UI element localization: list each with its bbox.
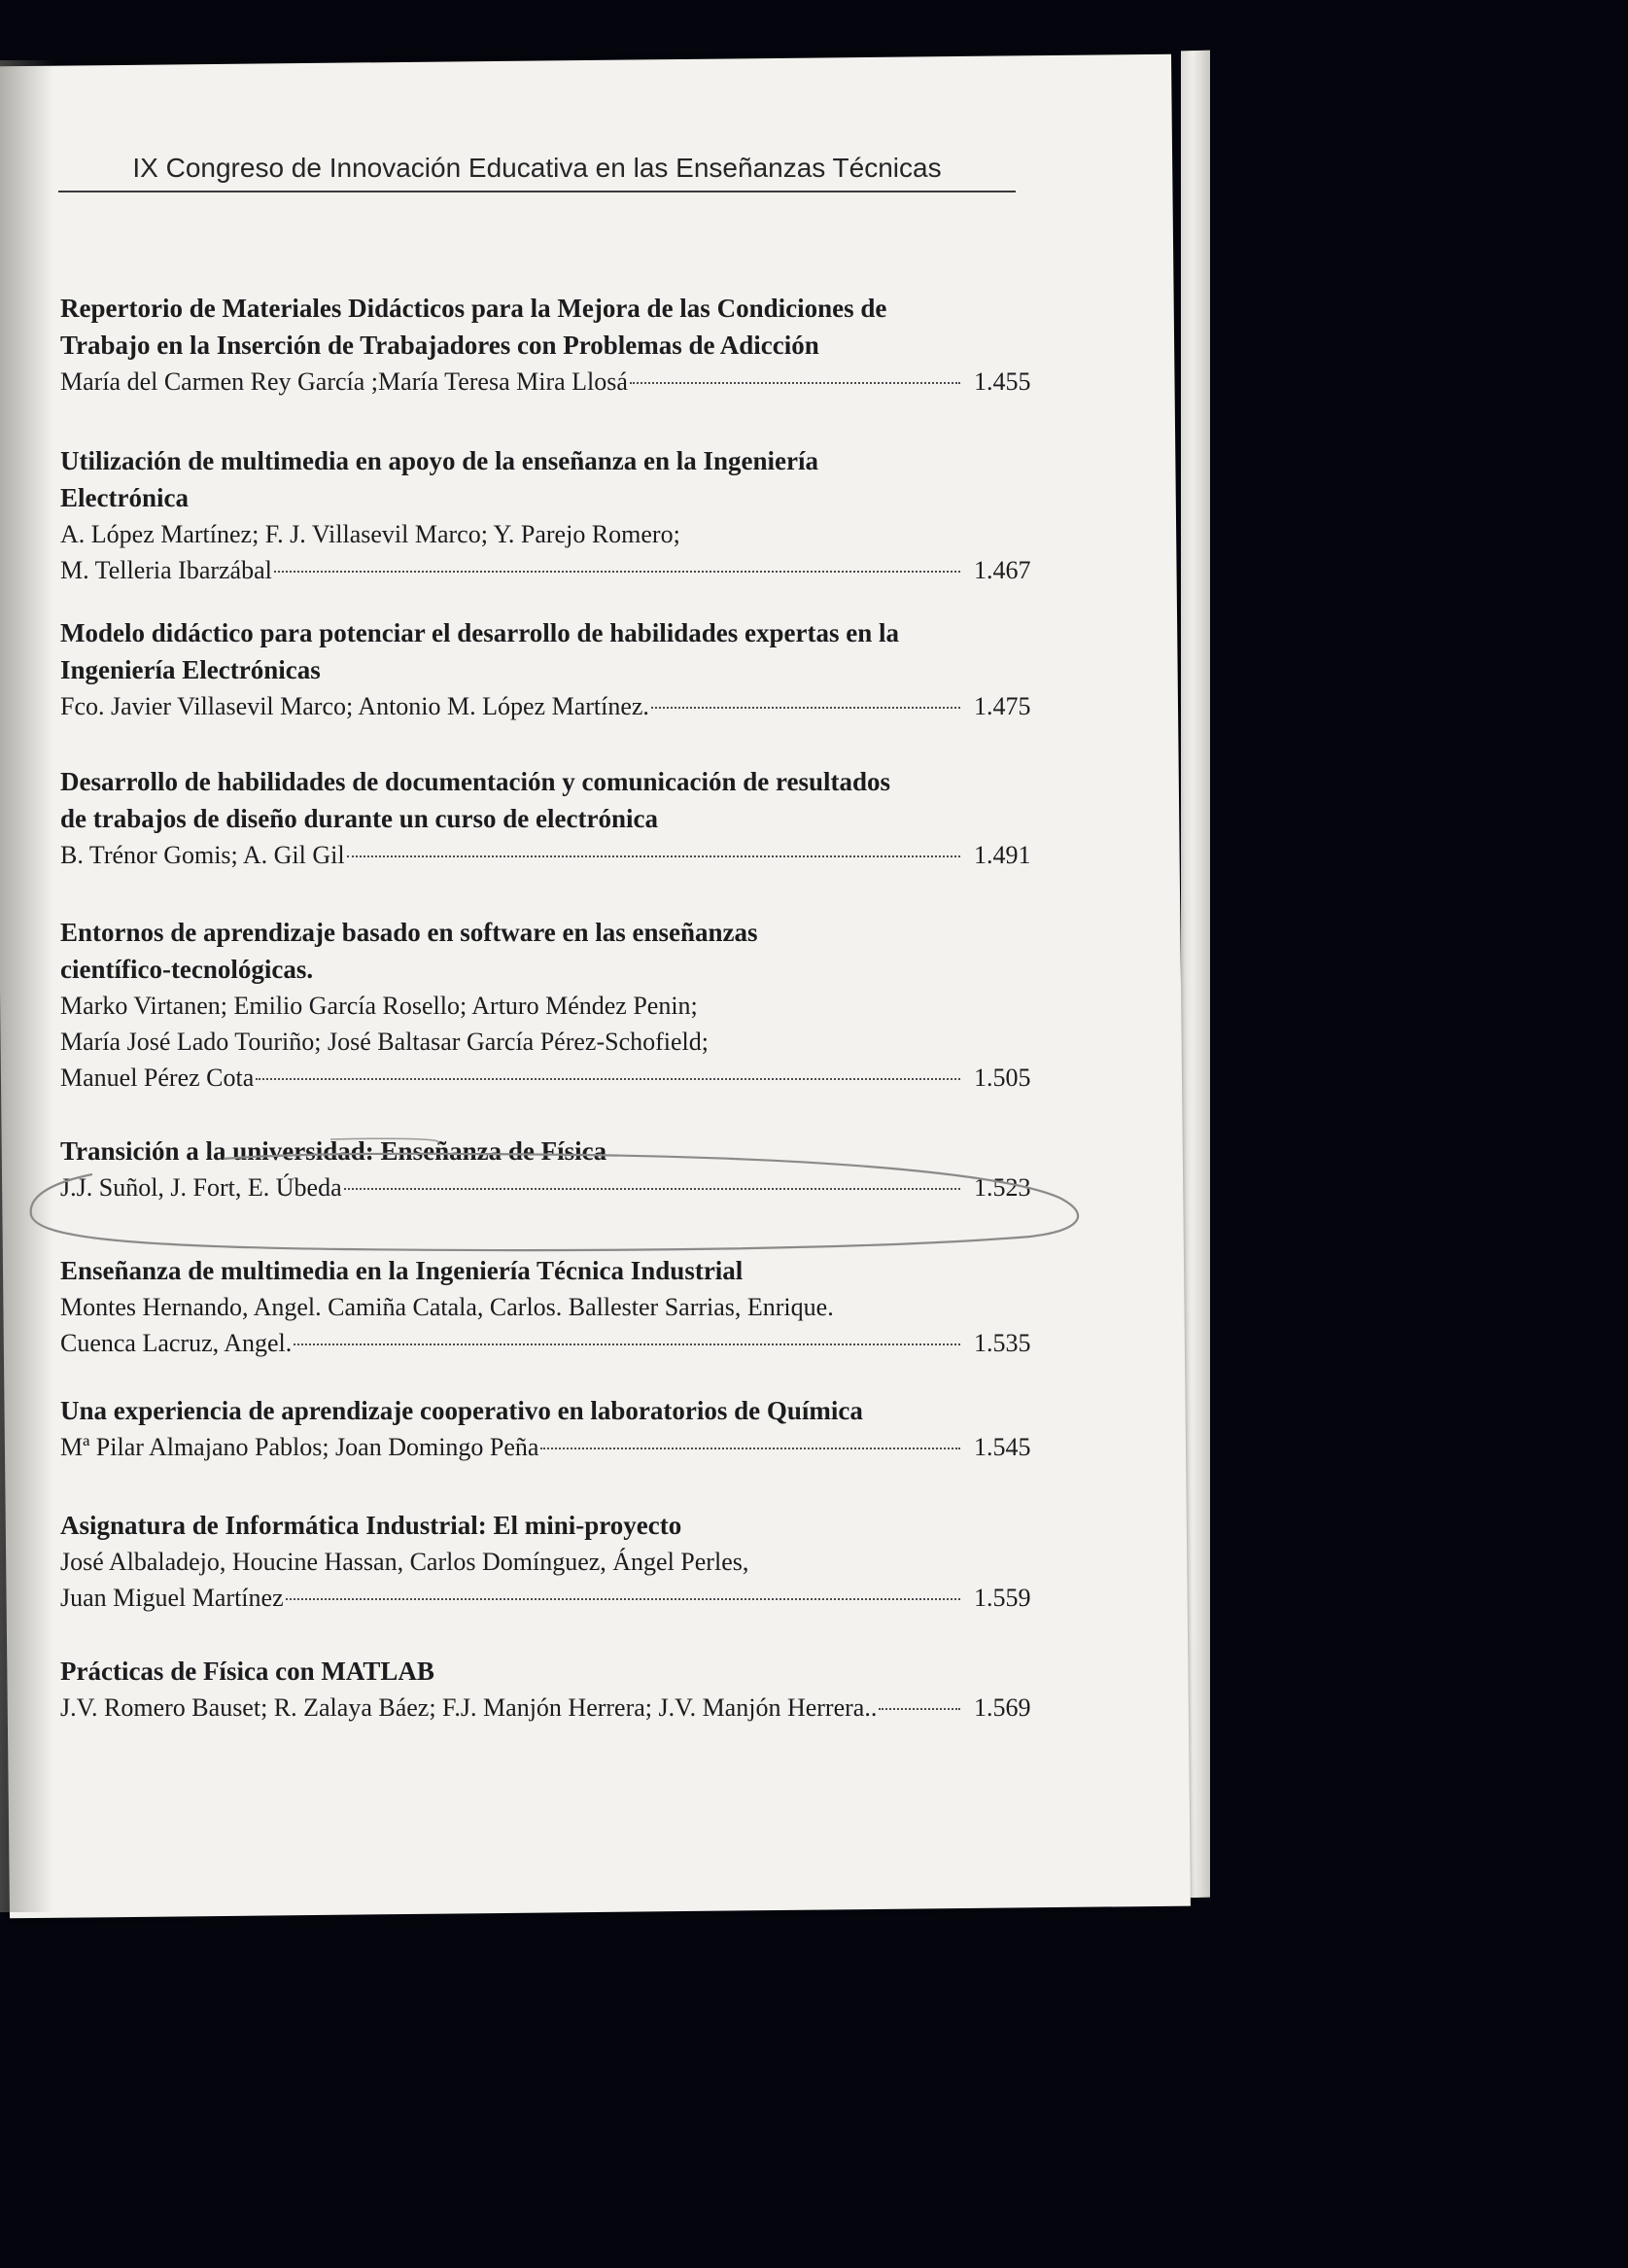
entry-title-line: Desarrollo de habilidades de documentación y comunicación de resultados bbox=[60, 767, 891, 796]
entry-page-number: 1.455 bbox=[974, 367, 1031, 396]
entry-title-line: Prácticas de Física con MATLAB bbox=[60, 1657, 434, 1686]
entry-authors-line: A. López Martínez; F. J. Villasevil Marco; Y. Parejo Romero; bbox=[60, 520, 680, 548]
entry-authors-line: Cuenca Lacruz, Angel. bbox=[60, 1329, 293, 1357]
entry-page-number: 1.475 bbox=[974, 692, 1031, 720]
entry-authors-line: J.V. Romero Bauset; R. Zalaya Báez; F.J. Manjón Herrera; J.V. Manjón Herrera.. bbox=[60, 1693, 878, 1722]
entry-page-number: 1.505 bbox=[974, 1064, 1031, 1092]
entry-authors-line: Fco. Javier Villasevil Marco; Antonio M. López Martínez. bbox=[60, 692, 649, 720]
entry-authors-line: María José Lado Touriño; José Baltasar García Pérez-Schofield; bbox=[60, 1028, 709, 1056]
entry-title-line: de trabajos de diseño durante un curso de electrónica bbox=[60, 804, 658, 833]
entry-title-line: científico-tecnológicas. bbox=[60, 955, 314, 984]
entry-authors-line: José Albaladejo, Houcine Hassan, Carlos Domínguez, Ángel Perles, bbox=[60, 1548, 749, 1576]
entry-authors-line: María del Carmen Rey García ;María Teresa Mira Llosá bbox=[60, 367, 628, 396]
entry-authors-line: B. Trénor Gomis; A. Gil Gil bbox=[60, 841, 345, 869]
entry-page-number: 1.559 bbox=[974, 1584, 1031, 1612]
entry-title-line: Una experiencia de aprendizaje cooperativo en laboratorios de Química bbox=[60, 1396, 863, 1425]
entry-page-number: 1.523 bbox=[974, 1173, 1031, 1202]
running-header: IX Congreso de Innovación Educativa en las Enseñanzas Técnicas bbox=[132, 153, 942, 183]
entry-authors-line: J.J. Suñol, J. Fort, E. Úbeda bbox=[60, 1173, 342, 1202]
entry-title-line: Trabajo en la Inserción de Trabajadores con Problemas de Adicción bbox=[60, 331, 819, 360]
entry-title-line: Repertorio de Materiales Didácticos para la Mejora de las Condiciones de bbox=[60, 294, 887, 323]
entry-title-line: Enseñanza de multimedia en la Ingeniería Técnica Industrial bbox=[60, 1256, 744, 1285]
entry-page-number: 1.545 bbox=[974, 1433, 1031, 1461]
entry-title-line: Ingeniería Electrónicas bbox=[60, 655, 321, 684]
entry-page-number: 1.535 bbox=[974, 1329, 1031, 1357]
entry-authors-line: Mª Pilar Almajano Pablos; Joan Domingo Peña bbox=[60, 1433, 539, 1461]
entry-authors-line: Montes Hernando, Angel. Camiña Catala, Carlos. Ballester Sarrias, Enrique. bbox=[60, 1293, 834, 1321]
entry-page-number: 1.491 bbox=[974, 841, 1031, 869]
entry-title-line: Entornos de aprendizaje basado en software en las enseñanzas bbox=[60, 918, 758, 947]
entry-title-line: Modelo didáctico para potenciar el desarrollo de habilidades expertas en la bbox=[60, 618, 899, 647]
entry-title-line: Utilización de multimedia en apoyo de la enseñanza en la Ingeniería bbox=[60, 446, 818, 475]
entry-title-line: Electrónica bbox=[60, 483, 189, 512]
entry-title-line: Transición a la universidad: Enseñanza de Física bbox=[60, 1136, 607, 1166]
entry-authors-line: Manuel Pérez Cota bbox=[60, 1064, 255, 1092]
entry-title-line: Asignatura de Informática Industrial: El mini-proyecto bbox=[60, 1511, 682, 1540]
entry-authors-line: M. Telleria Ibarzábal bbox=[60, 556, 272, 584]
entry-authors-line: Juan Miguel Martínez bbox=[60, 1584, 284, 1612]
entry-authors-line: Marko Virtanen; Emilio García Rosello; Arturo Méndez Penin; bbox=[60, 992, 698, 1020]
entry-page-number: 1.569 bbox=[974, 1693, 1031, 1722]
entry-page-number: 1.467 bbox=[974, 556, 1031, 584]
